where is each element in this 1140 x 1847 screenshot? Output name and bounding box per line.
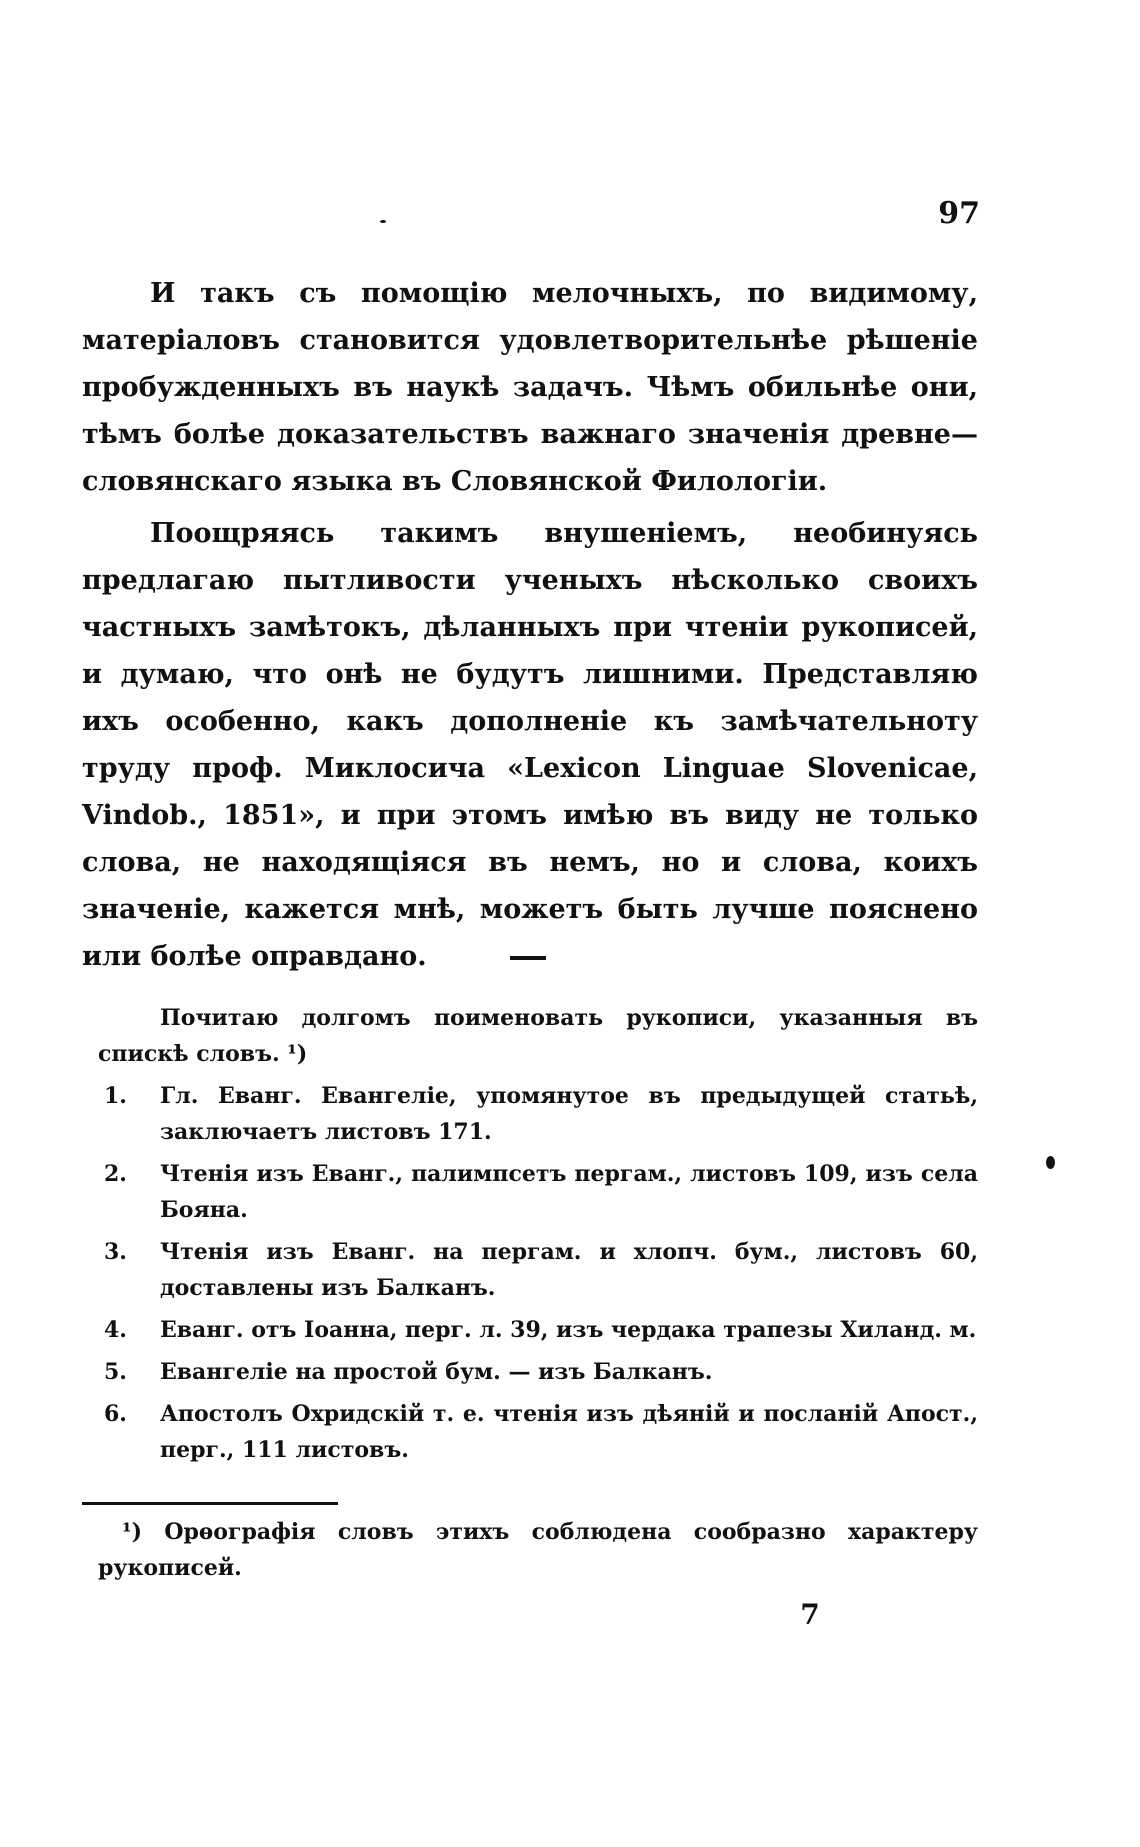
- list-item: [98, 1234, 978, 1306]
- section-separator: [510, 956, 546, 960]
- footnote-rule: [82, 1502, 338, 1505]
- paragraph-1: И такъ съ помощію мелочныхъ, по видимому, матеріаловъ становится удовлетворительнѣе рѣшеніе пробужденныхъ въ наукѣ задачъ. Чѣмъ обильнѣе они, тѣмъ болѣе доказательствъ важнаго значенія древне—словянскаго языка въ Словянской Филологіи.: [82, 278, 978, 497]
- list-item: [98, 1354, 978, 1390]
- list-item-text: Апостолъ Охридскій т. е. чтенія изъ дѣяній и посланій Апост., перг., 111 листовъ.: [160, 1401, 978, 1463]
- list-item: [98, 1156, 978, 1228]
- list-item-number: 1.: [104, 1083, 127, 1109]
- list-item-number: 6.: [104, 1401, 127, 1427]
- ink-speck: [1046, 1156, 1055, 1169]
- footnote: ¹) Орѳографія словъ этихъ соблюдена сообразно характеру рукописей.: [98, 1519, 978, 1581]
- manuscript-list-intro: Почитаю долгомъ поименовать рукописи, указанныя въ спискѣ словъ. ¹): [98, 1005, 978, 1067]
- manuscript-list: [98, 1078, 978, 1474]
- list-item: [98, 1396, 978, 1468]
- list-item: [98, 1078, 978, 1150]
- list-item-number: 2.: [104, 1161, 127, 1187]
- list-item-number: 3.: [104, 1239, 127, 1265]
- list-item-text: Чтенія изъ Еванг., палимпсетъ пергам., листовъ 109, изъ села Бояна.: [160, 1161, 978, 1223]
- list-item-number: 5.: [104, 1359, 127, 1385]
- list-item-text: Чтенія изъ Еванг. на пергам. и хлопч. бум., листовъ 60, доставлены изъ Балканъ.: [160, 1239, 978, 1301]
- list-item-text: Гл. Еванг. Евангеліе, упомянутое въ предыдущей статьѣ, заключаетъ листовъ 171.: [160, 1083, 978, 1145]
- page-number: 97: [938, 196, 980, 231]
- list-item-number: 4.: [104, 1317, 127, 1343]
- list-item-text: Евангеліе на простой бум. — изъ Балканъ.: [160, 1359, 713, 1385]
- list-item: [98, 1312, 978, 1348]
- ink-speck: [380, 220, 386, 223]
- paragraph-2: Поощряясь такимъ внушеніемъ, необинуясь предлагаю пытливости ученыхъ нѣсколько своихъ частныхъ замѣтокъ, дѣланныхъ при чтеніи рукописей, и думаю, что онѣ не будутъ лишними. Представляю ихъ особенно, какъ дополненіе къ замѣчательноту труду проф. Миклосича «Lexicon Linguae Slovenicae, Vindob., 1851», и при этомъ имѣю въ виду не только слова, не находящіяся въ немъ, но и слова, коихъ значеніе, кажется мнѣ, можетъ быть лучше пояснено или болѣе оправдано.: [82, 518, 978, 972]
- printer-signature-mark: 7: [800, 1598, 820, 1631]
- list-item-text: Еванг. отъ Іоанна, перг. л. 39, изъ чердака трапезы Хиланд. м.: [160, 1317, 977, 1343]
